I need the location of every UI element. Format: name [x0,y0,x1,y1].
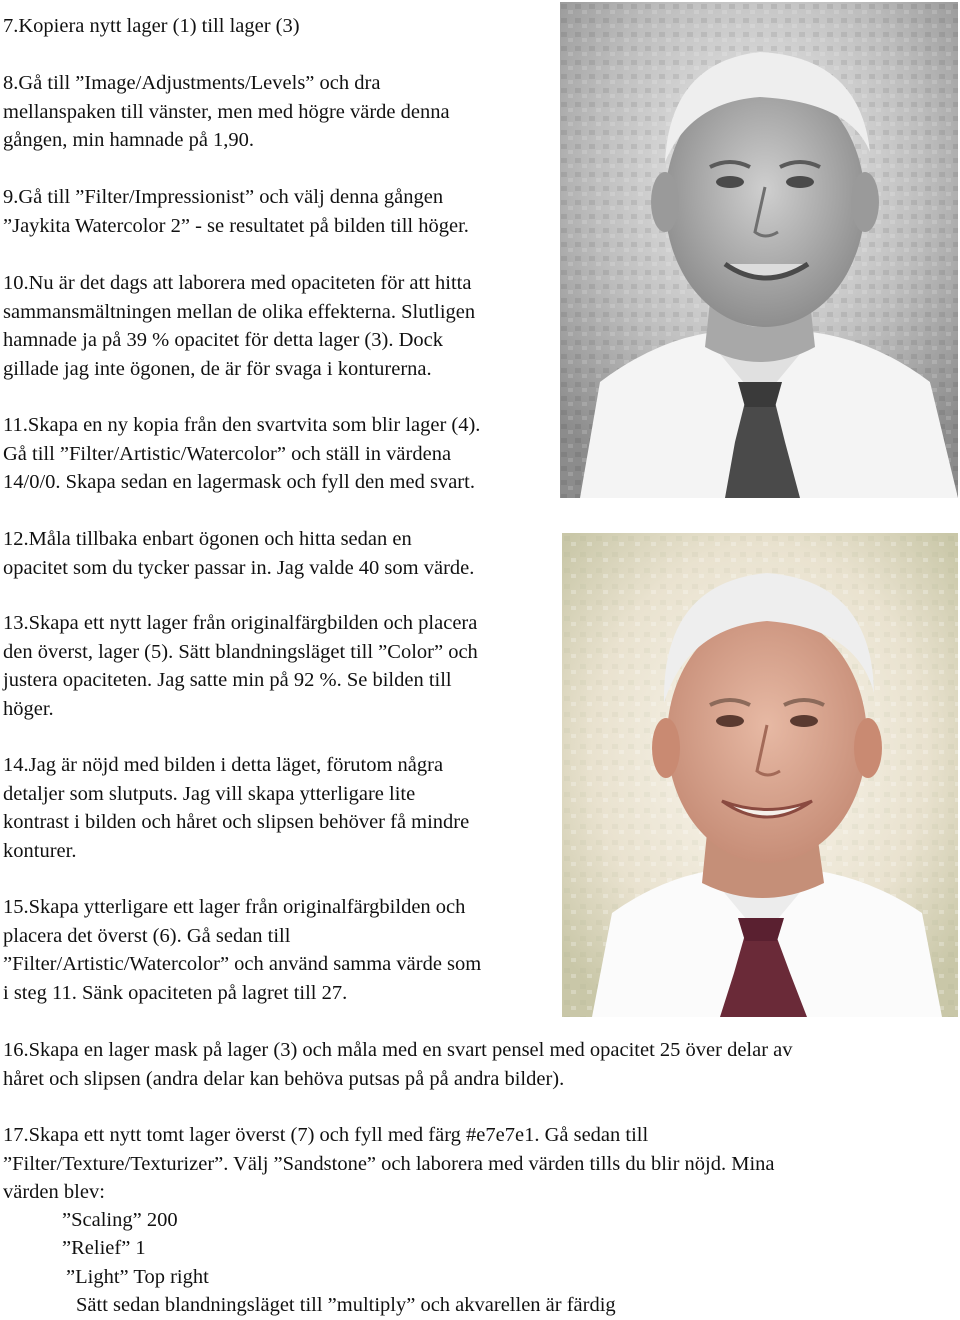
step-8: 8.Gå till ”Image/Adjustments/Levels” och dra mellanspaken till vänster, men med högre värde denna gången, min hamnade på 1,90. [3,72,450,152]
step-11: 11.Skapa en ny kopia från den svartvita som blir lager (4). Gå till ”Filter/Artistic/Watercolor” och ställ in värdena 14/0/0. Skapa sedan en lagermask och fyll den med svart. [3,414,481,494]
step-13: 13.Skapa ett nytt lager från originalfärgbilden och placera den överst, lager (5). Sätt blandningsläget till ”Color” och justera opaciteten. Jag satte min på 92 %. Se bilden till höger. [3,612,478,720]
color-portrait-image [562,533,958,1017]
step-10: 10.Nu är det dags att laborera med opaciteten för att hitta sammansmältningen mellan de olika effekterna. Slutligen hamnade ja på 39 % opacitet för detta lager (3). Dock gillade jag inte ögonen, de är för svaga i konturerna. [3,272,476,380]
step-17: 17.Skapa ett nytt tomt lager överst (7) och fyll med färg #e7e7e1. Gå sedan till ”Filter/Texture/Texturizer”. Välj ”Sandstone” och laborera med värden tills du blir nöjd. Mina värden blev: [3,1124,775,1204]
value-scaling: ”Scaling” 200 [62,1209,178,1231]
step-15: 15.Skapa ytterligare ett lager från originalfärgbilden och placera det överst (6). Gå sedan till ”Filter/Artistic/Watercolor” och använd samma värde som i steg 11. Sänk opaciteten på lagret till 27. [3,896,482,1004]
step-7: 7.Kopiera nytt lager (1) till lager (3) [3,15,300,37]
value-relief: ”Relief” 1 [62,1237,146,1259]
step-14: 14.Jag är nöjd med bilden i detta läget, förutom några detaljer som slutputs. Jag vill skapa ytterligare lite kontrast i bilden och håret och slipsen behöver få mindre konturer. [3,754,470,862]
value-light: ”Light” Top right [66,1266,209,1288]
final-instruction: Sätt sedan blandningsläget till ”multiply” och akvarellen är färdig [76,1294,616,1316]
grayscale-portrait-image [560,2,958,498]
step-16: 16.Skapa en lager mask på lager (3) och måla med en svart pensel med opacitet 25 över delar av håret och slipsen (andra delar kan behöva putsas på på andra bilder). [3,1039,793,1090]
step-12: 12.Måla tillbaka enbart ögonen och hitta sedan en opacitet som du tycker passar in. Jag valde 40 som värde. [3,528,475,579]
step-9: 9.Gå till ”Filter/Impressionist” och välj denna gången ”Jaykita Watercolor 2” - se resultatet på bilden till höger. [3,186,469,237]
